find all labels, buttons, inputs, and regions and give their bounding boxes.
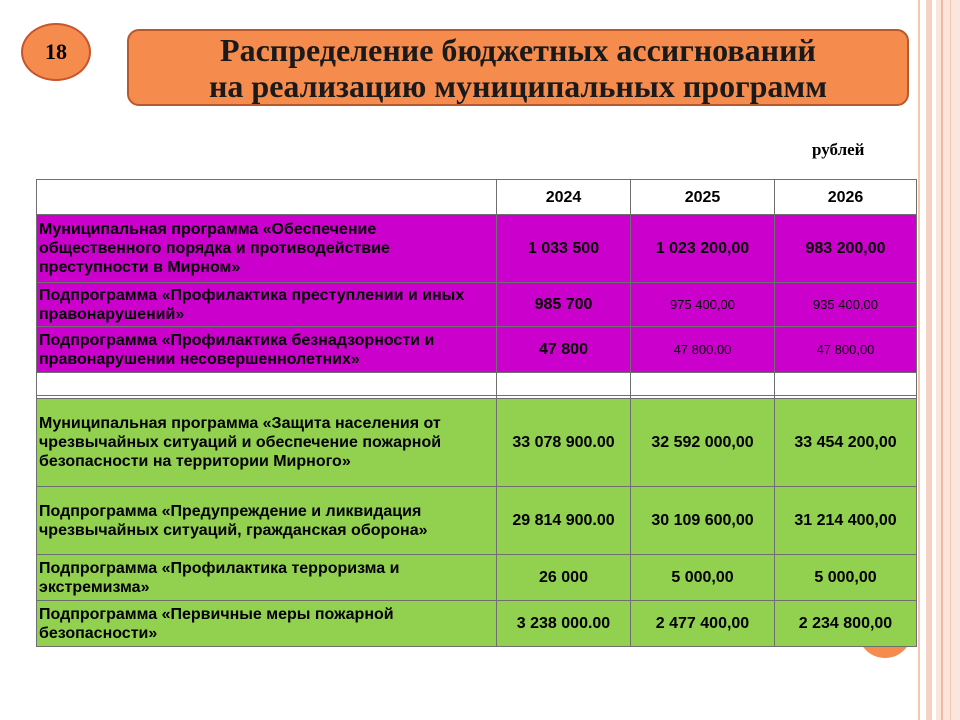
table-header-row — [37, 180, 917, 215]
program-label: Подпрограмма «Профилактика преступлении и иных правонарушений» — [37, 283, 497, 327]
value-2025: 32 592 000,00 — [631, 399, 775, 487]
value-2026: 33 454 200,00 — [775, 399, 917, 487]
table-row — [37, 555, 917, 601]
value-2024: 33 078 900.00 — [497, 399, 631, 487]
blank-row — [37, 373, 917, 396]
table-row — [37, 601, 917, 647]
value-2024: 47 800 — [497, 327, 631, 373]
program-label: Муниципальная программа «Защита населения от чрезвычайных ситуаций и обеспечение пожарной безопасности на территории Мирного» — [37, 399, 497, 487]
value-2025: 2 477 400,00 — [631, 601, 775, 647]
program-label: Подпрограмма «Профилактика терроризма и экстремизма» — [37, 555, 497, 601]
blank-cell — [37, 373, 497, 396]
value-2026: 31 214 400,00 — [775, 487, 917, 555]
program-label: Подпрограмма «Первичные меры пожарной безопасности» — [37, 601, 497, 647]
blank-cell — [497, 373, 631, 396]
program-label: Подпрограмма «Профилактика безнадзорности и правонарушении несовершеннолетних» — [37, 327, 497, 373]
decor-stripe — [941, 0, 943, 720]
units-label: рублей — [812, 140, 865, 159]
value-2026: 983 200,00 — [775, 215, 917, 283]
blank-cell — [775, 373, 917, 396]
value-2026: 47 800,00 — [775, 327, 917, 373]
title-line-1: Распределение бюджетных ассигнований — [220, 31, 816, 68]
value-2026: 5 000,00 — [775, 555, 917, 601]
value-2024: 1 033 500 — [497, 215, 631, 283]
value-2024: 29 814 900.00 — [497, 487, 631, 555]
header-cell — [37, 180, 497, 215]
value-2025: 30 109 600,00 — [631, 487, 775, 555]
table-row — [37, 327, 917, 373]
header-cell-2024: 2024 — [497, 180, 631, 215]
budget-table — [36, 179, 917, 647]
slide-number-badge — [21, 23, 91, 81]
decor-stripe — [926, 0, 932, 720]
slide-number: 18 — [45, 39, 67, 64]
value-2024: 26 000 — [497, 555, 631, 601]
value-2025: 47 800,00 — [631, 327, 775, 373]
decor-stripe — [918, 0, 920, 720]
header-cell-2025: 2025 — [631, 180, 775, 215]
blank-cell — [631, 373, 775, 396]
header-cell-2026: 2026 — [775, 180, 917, 215]
title-line-2: на реализацию муниципальных программ — [208, 67, 827, 104]
title-banner — [127, 29, 909, 106]
table-row — [37, 215, 917, 283]
value-2025: 1 023 200,00 — [631, 215, 775, 283]
program-label: Подпрограмма «Предупреждение и ликвидация чрезвычайных ситуаций, гражданская оборона» — [37, 487, 497, 555]
program-label: Муниципальная программа «Обеспечение общественного порядка и противодействие преступности в Мирном» — [37, 215, 497, 283]
value-2026: 935 400,00 — [775, 283, 917, 327]
decor-stripe — [950, 0, 951, 720]
value-2024: 3 238 000.00 — [497, 601, 631, 647]
value-2025: 5 000,00 — [631, 555, 775, 601]
value-2024: 985 700 — [497, 283, 631, 327]
table-row — [37, 283, 917, 327]
decor-stripe — [936, 0, 960, 720]
value-2026: 2 234 800,00 — [775, 601, 917, 647]
table-row — [37, 487, 917, 555]
value-2025: 975 400,00 — [631, 283, 775, 327]
table-row — [37, 399, 917, 487]
